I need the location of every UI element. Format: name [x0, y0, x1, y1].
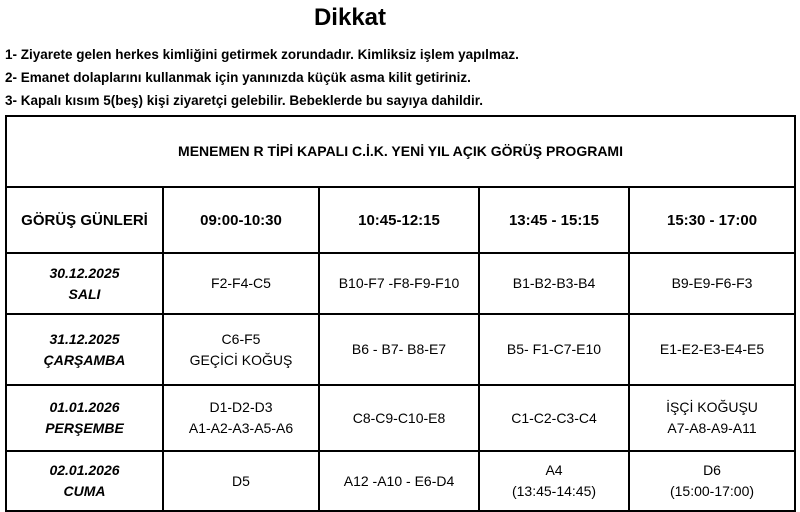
- slot-cell: [163, 385, 319, 451]
- slot-cell: [319, 314, 479, 385]
- slot-cell: [629, 314, 795, 385]
- column-header: 13:45 - 15:15: [479, 187, 629, 253]
- slot-cell: [479, 253, 629, 314]
- slot-cell: [163, 253, 319, 314]
- slot-line: B10-F7 -F8-F9-F10: [338, 275, 460, 291]
- slot-cell: [629, 253, 795, 314]
- column-header: 10:45-12:15: [319, 187, 479, 253]
- slot-line: A4: [545, 462, 563, 478]
- day-cell: [6, 385, 163, 451]
- day-name: PERŞEMBE: [45, 420, 124, 436]
- slot-cell: [319, 451, 479, 511]
- table-row: [6, 451, 795, 511]
- slot-line: A7-A8-A9-A11: [667, 420, 757, 436]
- slot-line: D1-D2-D3: [209, 399, 273, 415]
- slot-cell: [163, 451, 319, 511]
- slot-line: B6 - B7- B8-E7: [351, 341, 447, 357]
- day-name: ÇARŞAMBA: [43, 351, 126, 368]
- table-row: [6, 253, 795, 314]
- slot-line: B5- F1-C7-E10: [506, 341, 602, 357]
- slot-line: D6: [703, 462, 721, 478]
- slot-cell: [629, 451, 795, 511]
- table-row: [6, 385, 795, 451]
- slot-line: A1-A2-A3-A5-A6: [188, 420, 294, 436]
- column-header: 15:30 - 17:00: [629, 187, 795, 253]
- table-row: [6, 314, 795, 385]
- slot-line: B9-E9-F6-F3: [671, 275, 753, 291]
- page-title: Dikkat: [313, 4, 387, 31]
- note-item: 3- Kapalı kısım 5(beş) kişi ziyaretçi gelebilir. Bebeklerde bu sayıya dahildir.: [5, 93, 483, 108]
- schedule-body: [6, 253, 795, 511]
- slot-cell: [629, 385, 795, 451]
- visit-schedule-table: [5, 115, 796, 512]
- slot-cell: [479, 314, 629, 385]
- table-heading: MENEMEN R TİPİ KAPALI C.İ.K. YENİ YIL AÇIK GÖRÜŞ PROGRAMI: [6, 116, 795, 187]
- slot-cell: [319, 253, 479, 314]
- note-item: 2- Emanet dolaplarını kullanmak için yanınızda küçük asma kilit getiriniz.: [5, 70, 471, 85]
- slot-line: C8-C9-C10-E8: [352, 409, 446, 426]
- slot-cell: [479, 385, 629, 451]
- slot-cell: [479, 451, 629, 511]
- note-item: 1- Ziyarete gelen herkes kimliğini getirmek zorundadır. Kimliksiz işlem yapılmaz.: [5, 47, 519, 62]
- slot-line: D5: [232, 472, 250, 489]
- slot-line: E1-E2-E3-E4-E5: [659, 341, 765, 357]
- slot-line: B1-B2-B3-B4: [512, 275, 596, 291]
- day-date: 31.12.2025: [49, 330, 120, 347]
- column-header: GÖRÜŞ GÜNLERİ: [6, 187, 163, 253]
- day-name: SALI: [68, 285, 101, 302]
- table-header-row: [6, 187, 795, 253]
- slot-cell: [319, 385, 479, 451]
- slot-cell: [163, 314, 319, 385]
- slot-line: İŞÇİ KOĞUŞU: [666, 399, 758, 415]
- day-cell: [6, 451, 163, 511]
- day-name: CUMA: [63, 483, 106, 499]
- day-cell: [6, 253, 163, 314]
- slot-line: GEÇİCİ KOĞUŞ: [189, 351, 293, 368]
- column-header: 09:00-10:30: [163, 187, 319, 253]
- notes-list: [5, 43, 519, 112]
- day-date: 01.01.2026: [49, 399, 120, 415]
- slot-line: F2-F4-C5: [211, 275, 271, 291]
- day-cell: [6, 314, 163, 385]
- day-date: 02.01.2026: [49, 462, 120, 478]
- slot-line: (15:00-17:00): [669, 483, 755, 499]
- slot-line: C6-F5: [221, 330, 261, 347]
- slot-line: C1-C2-C3-C4: [511, 409, 597, 426]
- slot-line: (13:45-14:45): [511, 483, 597, 499]
- slot-line: A12 -A10 - E6-D4: [343, 472, 455, 489]
- day-date: 30.12.2025: [49, 264, 120, 281]
